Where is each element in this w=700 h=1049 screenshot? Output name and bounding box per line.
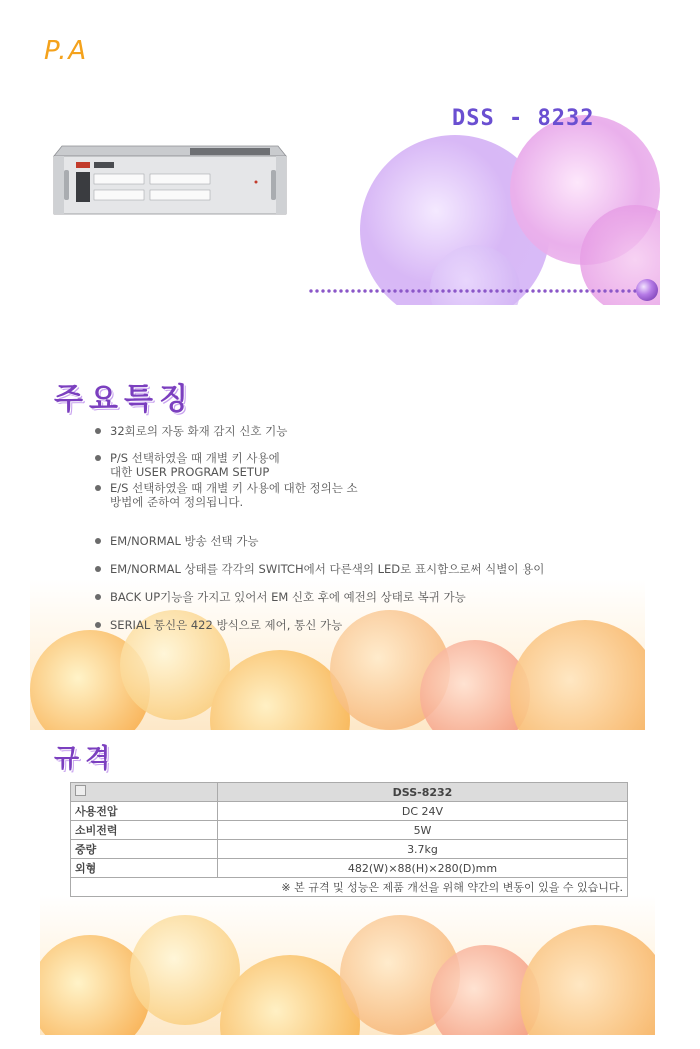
spec-note: ※ 본 규격 및 성능은 제품 개선을 위해 약간의 변동이 있을 수 있습니다. <box>71 878 628 897</box>
table-row <box>71 840 628 859</box>
features-title: 주요특징 <box>54 382 194 417</box>
brand-title: P.A <box>44 36 89 66</box>
device-image <box>50 144 290 216</box>
feature-list <box>92 424 612 632</box>
table-row <box>71 878 628 897</box>
list-item: P/S 선택하였을 때 개별 키 사용에 대한 USER PROGRAM SETUP <box>92 451 612 479</box>
list-item: EM/NORMAL 상태를 각각의 SWITCH에서 다른색의 LED로 표시함으로써 식별이 용이 <box>92 562 612 576</box>
row-label: 중량 <box>71 840 218 859</box>
list-item: E/S 선택하였을 때 개별 키 사용에 대한 정의는 소 방법에 준하여 정의됩니다. <box>92 481 612 509</box>
table-row <box>71 802 628 821</box>
row-label: 사용전압 <box>71 802 218 821</box>
row-label: 소비전력 <box>71 821 218 840</box>
spec-table <box>70 782 628 897</box>
purple-ball-icon <box>636 279 658 301</box>
row-label: 외형 <box>71 859 218 878</box>
corner-icon <box>75 785 86 796</box>
list-item: EM/NORMAL 방송 선택 가능 <box>92 534 612 548</box>
row-value: 3.7kg <box>218 840 628 859</box>
list-item: BACK UP기능을 가지고 있어서 EM 신호 후에 예전의 상태로 복귀 가능 <box>92 590 612 604</box>
list-item: 32회로의 자동 화재 감지 신호 기능 <box>92 424 612 438</box>
spec-title: 규격 <box>54 744 117 774</box>
dotted-divider <box>308 288 640 294</box>
orange-bubble-background-bottom <box>40 895 655 1035</box>
table-header-row <box>71 783 628 802</box>
table-row <box>71 859 628 878</box>
row-value: DC 24V <box>218 802 628 821</box>
table-row <box>71 821 628 840</box>
corner-cell <box>71 783 218 802</box>
row-value: 5W <box>218 821 628 840</box>
row-value: 482(W)×88(H)×280(D)mm <box>218 859 628 878</box>
table-header: DSS-8232 <box>218 783 628 802</box>
model-title: DSS - 8232 <box>452 106 595 131</box>
list-item: SERIAL 통신은 422 방식으로 제어, 통신 가능 <box>92 618 612 632</box>
